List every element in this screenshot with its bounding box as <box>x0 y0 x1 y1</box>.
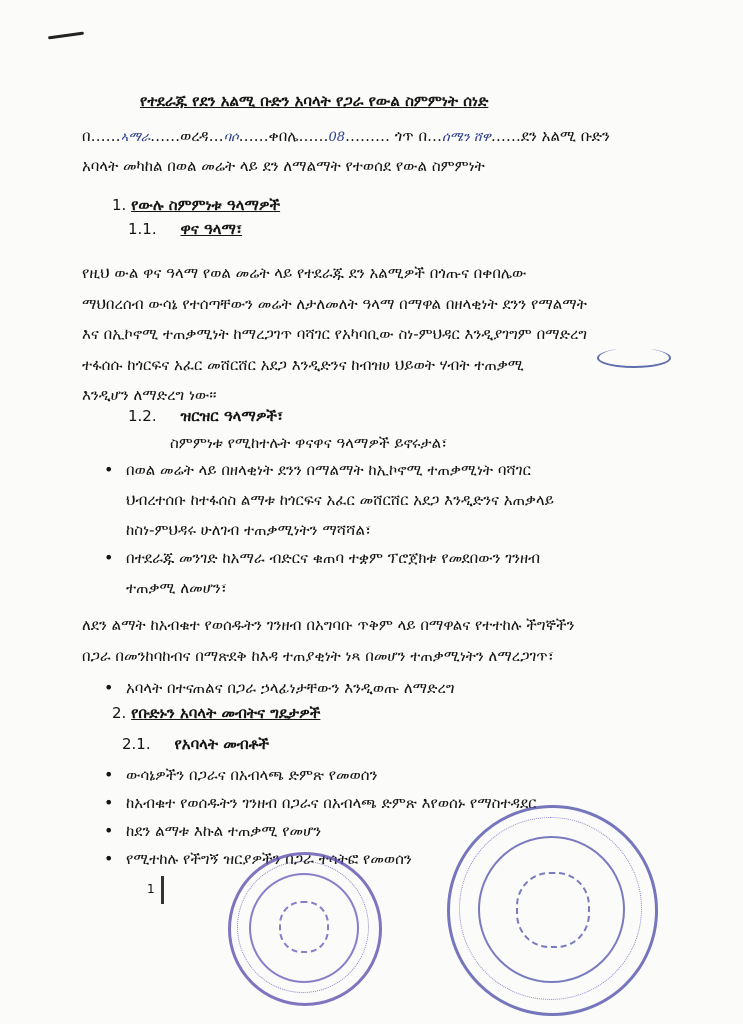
section-1-heading: 1. የውሉ ስምምነቱ ዓላማዎች <box>112 196 281 214</box>
paragraph-line: ተፋሰሱ ከጎርፍና አፈር መሸርሸር አደጋ እንዲድንና ከብዝሀ ህይወት ሃብት ተጠቃሚ <box>82 355 524 374</box>
bullet-icon: • <box>104 849 114 868</box>
bullet-icon: • <box>104 460 114 479</box>
handwritten-woreda: ባሶ <box>223 130 239 145</box>
rights-bullet-4: የሚተከሉ የችግኝ ዝርያዎችን በጋራ ተሳትፎ የመወሰን <box>126 850 412 868</box>
section-2-1-heading: 2.1. የአባላት መብቶች <box>122 735 270 753</box>
section-1-2-heading: 1.2. ዝርዝር ዓላማዎች፣ <box>128 407 284 425</box>
pen-mark <box>48 32 84 40</box>
intro-line1-suffix: ደን አልሚ ቡድን <box>520 127 610 145</box>
intro-prefix: በ <box>82 127 91 145</box>
intro-line-1: በ……ኣማራ……ወረዳ…ባሶ……ቀበሌ……08……… ጎጥ በ…ሰሜን ሸዋ……ደን አልሚ ቡድን <box>82 127 610 145</box>
page-number-bar <box>161 876 164 904</box>
rights-bullet-3: ከደን ልማቱ እኩል ተጠቃሚ የመሆን <box>126 822 322 840</box>
main-objective-paragraph <box>82 258 667 411</box>
objective-bullet-1: በወል መሬት ላይ በዘላቂነት ደንን በማልማት ከኢኮኖሚ ተጠቃሚነት ባሻገር ህብረተሰቡ ከተፋሰስ ልማቱ ከጎርፍና አፈር መሸርሸር አደጋ እንዲድንና አጠቃላይ ከስነ-ምህዳሩ ሁለገብ ተጠቃሚነትን ማሻሻል፣ <box>126 461 554 539</box>
responsibility-bullet: አባላት በተናጠልና በጋራ ኃላፊነታቸውን እንዲወጡ ለማድረግ <box>126 679 455 697</box>
detailed-objectives-lead: ስምምነቱ የሚከተሉት ዋናዋና ዓላማዎች ይኖሩታል፣ <box>170 434 448 452</box>
section-2-heading: 2. የቡድኑን አባላት መብትና ግዴታዎች <box>112 704 321 722</box>
paragraph-line: የዚህ ውል ዋና ዓላማ የወል መሬት ላይ የተደራጁ ደን አልሚዎች በጎጡና በቀበሌው <box>82 264 527 282</box>
got-label: ጎጥ በ <box>394 127 428 145</box>
bullet-icon: • <box>104 765 114 784</box>
objective-bullet-2: በተደራጁ መንገድ ከአማራ ብድርና ቁጠባ ተቋም ፕሮጀክቱ የመደበውን ገንዘብ ተጠቃሚ ለመሆን፣ <box>126 549 541 597</box>
paragraph-line: እንዲሆን ለማድረግ ነው፡፡ <box>82 386 217 404</box>
rights-bullet-2: ከአብቁተ የወሰዱትን ገንዘብ በጋራና በአብላጫ ድምጽ እየወሰኑ የማስተዳደር <box>126 794 537 812</box>
handwritten-zone: ኣማራ <box>120 130 151 145</box>
handwritten-got: ሰሜን ሸዋ <box>442 130 491 145</box>
paragraph-line: ማህበረሰብ ውሳኔ የተሰጣቸውን መሬት ለታለመለት ዓላማ በማዋል በዘላቂነት ደንን የማልማት <box>82 294 587 313</box>
paragraph-line: እና በኢኮኖሚ ተጠቃሚነት ከማረጋገጥ ባሻገር የአካባቢው ስነ-ምህዳር እንዲያገግም በማድረግ <box>82 325 588 343</box>
rights-bullet-1: ውሳኔዎችን በጋራና በአብላጫ ድምጽ የመወሰን <box>126 766 378 784</box>
bullet-icon: • <box>104 821 114 840</box>
official-stamp-left <box>228 852 382 1006</box>
woreda-label: ወረዳ <box>180 127 209 145</box>
intro-line-2: አባላት መካከል በወል መሬት ላይ ደን ለማልማት የተወሰደ የውል ስምምነት <box>82 157 485 175</box>
section-1-1-heading: 1.1. ዋና ዓላማ፣ <box>128 220 243 238</box>
bullet-icon: • <box>104 548 114 567</box>
loan-paragraph: ለደን ልማት ከአብቁተ የወሰዱትን ገንዘብ በአግባቡ ጥቅም ላይ በማዋልና የተተከሉ ችግኞችን በጋራ በመንከባከብና በማጽደቅ ከእዳ ተጠያቂነት ነጻ በመሆን ተጠቃሚነትን ለማረጋገጥ፣ <box>82 616 575 665</box>
handwritten-kebele: 08 <box>328 130 345 145</box>
document-title: የተደራጁ የደን አልሚ ቡድን አባላት የጋራ የውል ስምምነት ሰነድ <box>140 92 489 110</box>
kebele-label: ቀበሌ <box>268 127 299 145</box>
bullet-icon: • <box>104 793 114 812</box>
bullet-icon: • <box>104 678 114 697</box>
page-number: 1 <box>147 882 155 896</box>
pen-circle-mark <box>597 348 671 368</box>
official-stamp-right <box>447 805 658 1016</box>
